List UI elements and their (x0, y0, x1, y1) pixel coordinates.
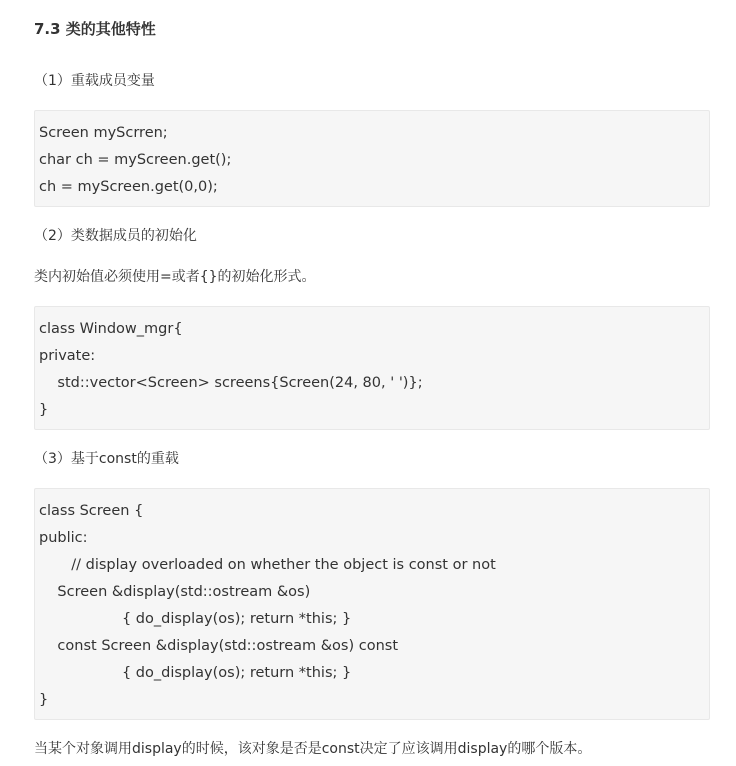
code-line: class Screen { (39, 503, 144, 519)
code-line: std::vector<Screen> screens{Screen(24, 80, ' ')}; (39, 375, 423, 391)
subsection-title-const-overload: （3）基于const的重载 (34, 451, 179, 467)
code-line: ch = myScreen.get(0,0); (39, 179, 218, 195)
code-line: } (39, 692, 49, 708)
code-line: char ch = myScreen.get(); (39, 152, 232, 168)
code-line: { do_display(os); return *this; } (39, 611, 352, 627)
subsection-title-overload-members: （1）重载成员变量 (34, 73, 155, 89)
code-line: public: (39, 530, 88, 546)
paragraph-init-note: 类内初始值必须使用=或者{}的初始化形式。 (34, 269, 316, 285)
code-block-3 (34, 488, 710, 720)
section-heading: 7.3 类的其他特性 (34, 20, 156, 38)
code-line: class Window_mgr{ (39, 321, 183, 337)
code-line: Screen myScrren; (39, 125, 168, 141)
code-comment: // display overloaded on whether the object is const or not (39, 557, 496, 573)
subsection-title-member-init: （2）类数据成员的初始化 (34, 228, 197, 244)
code-block-1 (34, 110, 710, 207)
paragraph-const-note: 当某个对象调用display的时候，该对象是否是const决定了应该调用display的哪个版本。 (34, 741, 592, 757)
code-line: const Screen &display(std::ostream &os) const (39, 638, 399, 654)
code-line: Screen &display(std::ostream &os) (39, 584, 311, 600)
code-line: private: (39, 348, 96, 364)
code-block-2 (34, 306, 710, 430)
code-line: { do_display(os); return *this; } (39, 665, 352, 681)
code-line: } (39, 402, 49, 418)
